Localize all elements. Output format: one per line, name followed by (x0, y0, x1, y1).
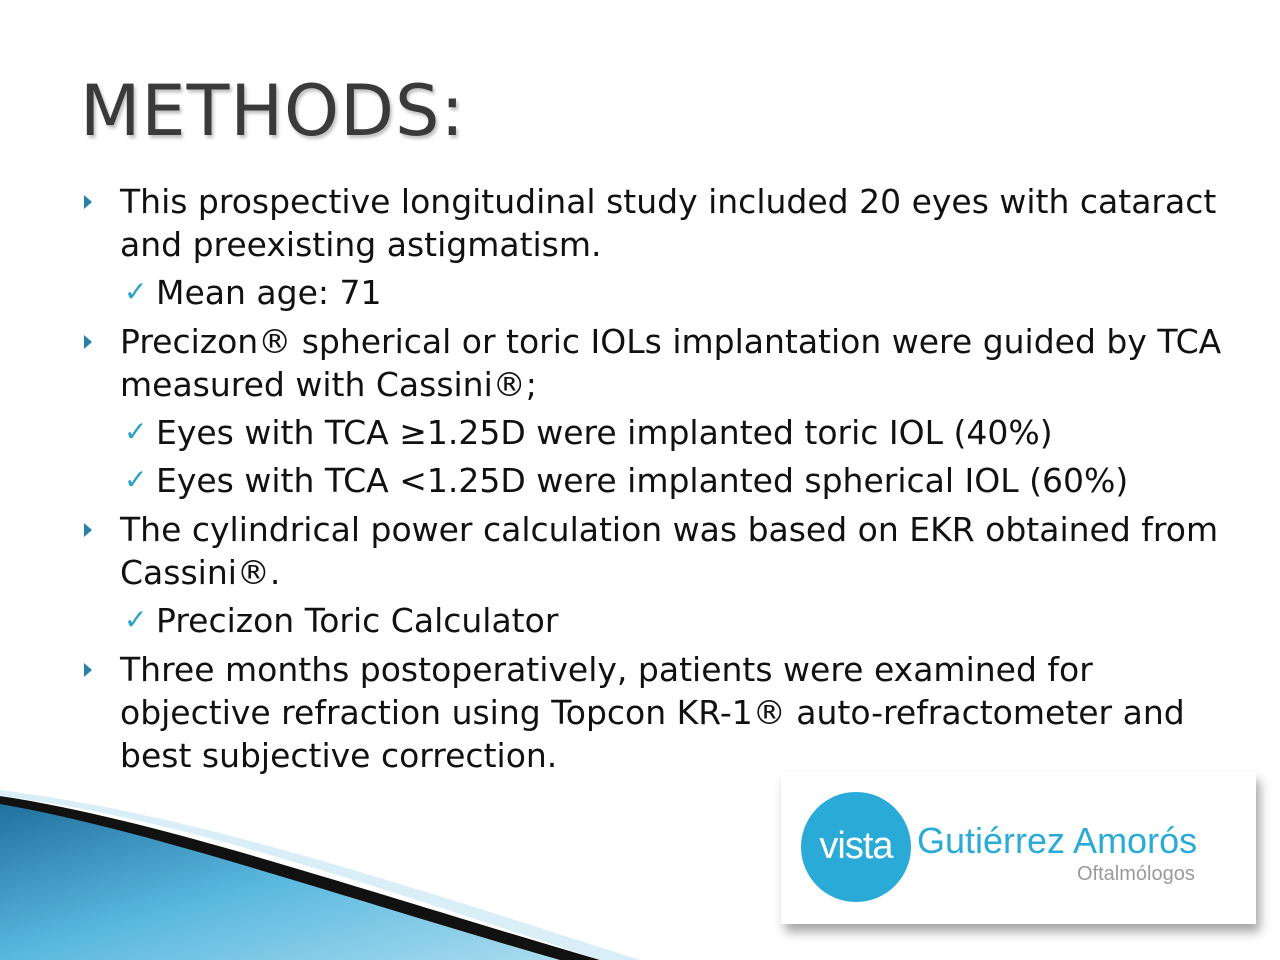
triangle-bullet-icon (84, 195, 92, 209)
bullet-text: The cylindrical power calculation was based on EKR obtained from Cassini®. (120, 510, 1219, 592)
sub-bullet-text: Mean age: 71 (156, 273, 382, 312)
sub-bullet-item (80, 599, 1250, 642)
bullet-item (80, 508, 1250, 594)
bullet-text: This prospective longitudinal study included 20 eyes with cataract and preexisting astigmatism. (120, 182, 1217, 264)
checkmark-icon: ✓ (124, 463, 148, 496)
logo-card (781, 772, 1256, 924)
checkmark-icon: ✓ (124, 603, 148, 636)
logo-subtitle: Oftalmólogos (1077, 863, 1195, 885)
bullet-item (80, 180, 1250, 266)
triangle-bullet-icon (84, 523, 92, 537)
sub-bullet-item (80, 459, 1250, 502)
sub-bullet-item (80, 411, 1250, 454)
bullet-text: Three months postoperatively, patients were examined for objective refraction using Topcon KR-1® auto-refractometer and best subjective correction. (120, 650, 1185, 775)
checkmark-icon: ✓ (124, 415, 148, 448)
bullet-list (80, 180, 1250, 777)
bullet-item (80, 648, 1250, 777)
sub-bullet-text: Eyes with TCA <1.25D were implanted spherical IOL (60%) (156, 461, 1129, 500)
bullet-text: Precizon® spherical or toric IOLs implantation were guided by TCA measured with Cassini®; (120, 322, 1222, 404)
sub-bullet-item (80, 271, 1250, 314)
slide-title: METHODS: (80, 70, 466, 152)
sub-bullet-text: Precizon Toric Calculator (156, 601, 559, 640)
sub-bullet-text: Eyes with TCA ≥1.25D were implanted toric IOL (40%) (156, 413, 1053, 452)
decorative-swoosh (0, 760, 640, 960)
checkmark-icon: ✓ (124, 275, 148, 308)
logo-circle-text: vista (819, 825, 893, 867)
triangle-bullet-icon (84, 663, 92, 677)
triangle-bullet-icon (84, 335, 92, 349)
logo-circle (801, 792, 911, 902)
logo-name: Gutiérrez Amorós (917, 820, 1198, 861)
bullet-item (80, 320, 1250, 406)
